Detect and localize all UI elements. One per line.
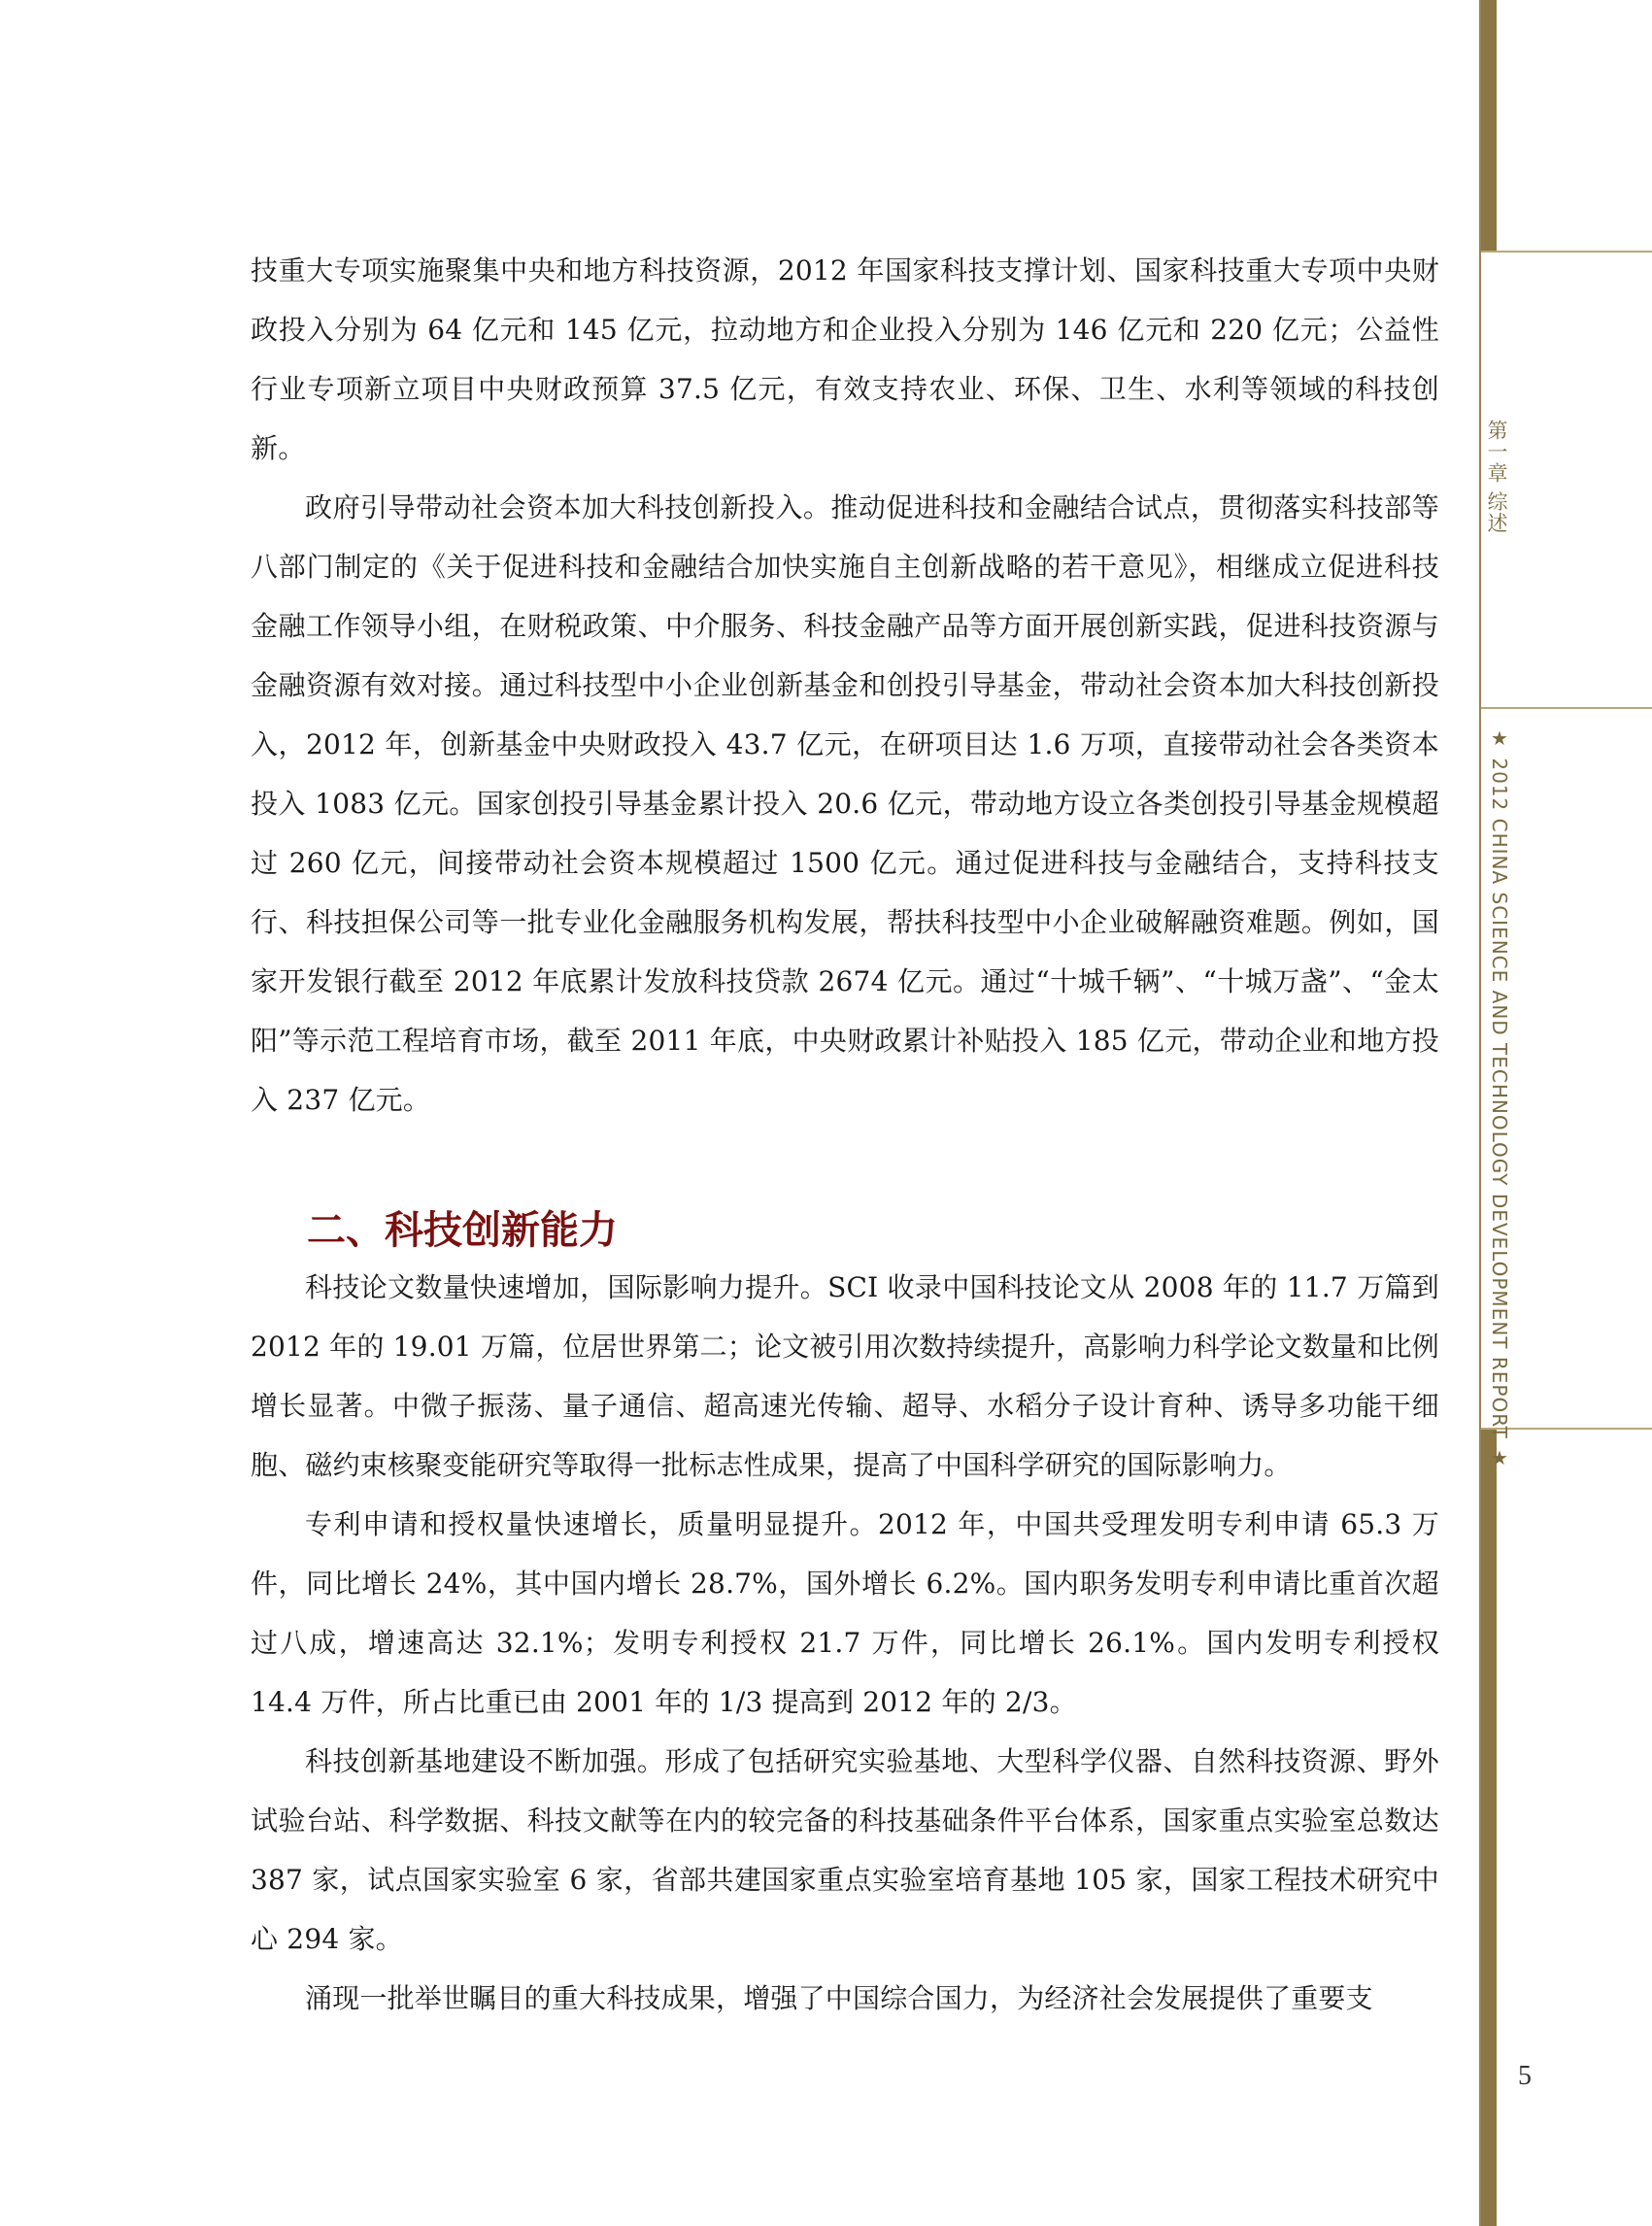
band-separator-middle [1481,707,1652,709]
paragraph-achievements: 涌现一批举世瞩目的重大科技成果，增强了中国综合国力，为经济社会发展提供了重要支 [305,1982,1373,2014]
paragraph-bases: 科技创新基地建设不断加强。形成了包括研究实验基地、大型科学仪器、自然科技资源、野外试验台站、科学数据、科技文献等在内的较完备的科技基础条件平台体系，国家重点实验室总数达 387 家，试点国家实验室 6 家，省部共建国家重点实验室培育基地 105 家，国家工程技术研究中心 294 家。 [251,1745,1439,1955]
band-separator-top [1481,251,1652,253]
band-bar-bottom [1481,1428,1497,2226]
paragraph-continued: 技重大专项实施聚集中央和地方科技资源，2012 年国家科技支撑计划、国家科技重大专项中央财政投入分别为 64 亿元和 145 亿元，拉动地方和企业投入分别为 146 亿元和 220 亿元；公益性行业专项新立项目中央财政预算 37.5 亿元，有效支持农业、环保、卫生、水利等领域的科技创新。 [251,254,1439,464]
page-body [251,241,1439,2028]
paragraph-papers: 科技论文数量快速增加，国际影响力提升。SCI 收录中国科技论文从 2008 年的 11.7 万篇到 2012 年的 19.01 万篇，位居世界第二；论文被引用次数持续提升，高影响力科学论文数量和比例增长显著。中微子振荡、量子通信、超高速光传输、超导、水稻分子设计育种、诱导多功能干细胞、磁约束核聚变能研究等取得一批标志性成果，提高了中国科学研究的国际影响力。 [251,1271,1439,1481]
paragraph-funding: 政府引导带动社会资本加大科技创新投入。推动促进科技和金融结合试点，贯彻落实科技部等八部门制定的《关于促进科技和金融结合加快实施自主创新战略的若干意见》，相继成立促进科技金融工作领导小组，在财税政策、中介服务、科技金融产品等方面开展创新实践，促进科技资源与金融资源有效对接。通过科技型中小企业创新基金和创投引导基金，带动社会资本加大科技创新投入，2012 年，创新基金中央财政投入 43.7 亿元，在研项目达 1.6 万项，直接带动社会各类资本投入 1083 亿元。国家创投引导基金累计投入 20.6 亿元，带动地方设立各类创投引导基金规模超过 260 亿元，间接带动社会资本规模超过 1500 亿元。通过促进科技与金融结合，支持科技支行、科技担保公司等一批专业化金融服务机构发展，帮扶科技型中小企业破解融资难题。例如，国家开发银行截至 2012 年底累计发放科技贷款 2674 亿元。通过“十城千辆”、“十城万盏”、“金太阳”等示范工程培育市场，截至 2011 年底，中央财政累计补贴投入 185 亿元，带动企业和地方投入 237 亿元。 [251,491,1439,1116]
report-title-vertical: ★ 2012 CHINA SCIENCE AND TECHNOLOGY DEVELOPMENT REPORT ★ [1488,726,1511,1471]
paragraph-patents: 专利申请和授权量快速增长，质量明显提升。2012 年，中国共受理发明专利申请 65.3 万件，同比增长 24%，其中国内增长 28.7%，国外增长 6.2%。国内职务发明专利申请比重首次超过八成，增速高达 32.1%；发明专利授权 21.7 万件，同比增长 26.1%。国内发明专利授权 14.4 万件，所占比重已由 2001 年的 1/3 提高到 2012 年的 2/3。 [251,1508,1439,1718]
chapter-label: 第一章 综述 [1485,420,1508,534]
section-heading: 二、科技创新能力 [307,1208,618,1253]
band-bar-top [1481,0,1497,251]
page-number: 5 [1518,2061,1532,2091]
